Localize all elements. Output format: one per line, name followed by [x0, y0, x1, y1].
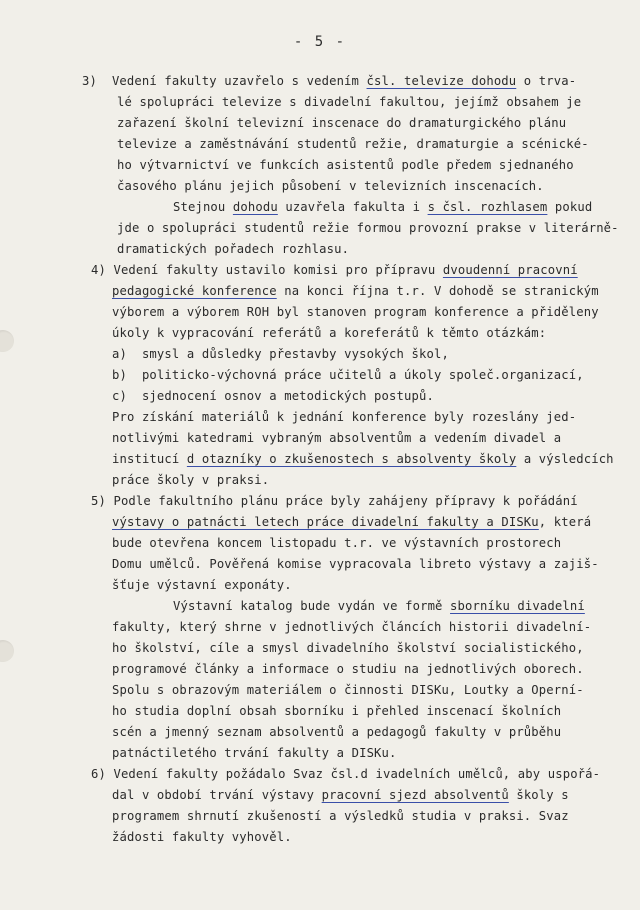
text-line: Domu umělců. Pověřená komise vypracovala libreto výstavy a zajiš- [112, 557, 599, 571]
text-line: pedagogické konference na konci října t.r. V dohodě se stranickým [112, 284, 599, 298]
text-line: výstavy o patnácti letech práce divadelní fakulty a DISKu, která [112, 515, 592, 529]
text-line: úkoly k vypracování referátů a koreferátů k těmto otázkám: [112, 326, 547, 340]
text-line: dramatických pořadech rozhlasu. [117, 242, 350, 256]
text-line: jde o spolupráci studentů režie formou provozní prakse v literárně- [117, 221, 619, 235]
text-line: Pro získání materiálů k jednání konference byly rozeslány jed- [112, 410, 577, 424]
text-line: scén a jmenný seznam absolventů a pedagogů fakulty v průběhu [112, 725, 562, 739]
text-line: bude otevřena koncem listopadu t.r. ve výstavních prostorech [112, 536, 562, 550]
text-line: dal v období trvání výstavy pracovní sjezd absolventů školy s [112, 788, 569, 802]
text-line: 5) Podle fakultního plánu práce byly zahájeny přípravy k pořádání [91, 494, 578, 508]
text-line: lé spolupráci televize s divadelní fakultou, jejímž obsahem je [117, 95, 582, 109]
text-line: institucí d otazníky o zkušenostech s absolventy školy a výsledcích [112, 452, 614, 466]
text-line: ho výtvarnictví ve funkcích asistentů podle předem sjednaného [117, 158, 574, 172]
text-line: 4) Vedení fakulty ustavilo komisi pro přípravu dvoudenní pracovní [91, 263, 578, 277]
text-line: ho studia doplní obsah sborníku i přehled inscenací školních [112, 704, 562, 718]
text-line: 6) Vedení fakulty požádalo Svaz čsl.d ivadelních umělců, aby uspořá- [91, 767, 601, 781]
text-line: programem shrnutí zkušeností a výsledků studia v praksi. Svaz [112, 809, 569, 823]
text-line: žádosti fakulty vyhověl. [112, 830, 292, 844]
text-line: 3) Vedení fakulty uzavřelo s vedením čsl. televize dohodu o trva- [82, 74, 577, 88]
text-line: fakulty, který shrne v jednotlivých článcích historii divadelní- [112, 620, 592, 634]
text-line: televize a zaměstnávání studentů režie, dramaturgie a scénické- [117, 137, 589, 151]
punch-hole [0, 330, 14, 352]
text-line: patnáctiletého trvání fakulty a DISKu. [112, 746, 397, 760]
page-number: - 5 - [293, 34, 347, 50]
text-line: zařazení školní televizní inscenace do dramaturgického plánu [117, 116, 567, 130]
text-line: notlivými katedrami vybraným absolventům a vedením divadel a [112, 431, 562, 445]
text-line: Stejnou dohodu uzavřela fakulta i s čsl. rozhlasem pokud [173, 200, 593, 214]
text-line: b) politicko-výchovná práce učitelů a úkoly společ.organizací, [112, 368, 584, 382]
text-line: časového plánu jejich působení v televizních inscenacích. [117, 179, 544, 193]
text-line: práce školy v praksi. [112, 473, 270, 487]
text-line: a) smysl a důsledky přestavby vysokých škol, [112, 347, 449, 361]
text-line: c) sjednocení osnov a metodických postupů. [112, 389, 434, 403]
punch-hole [0, 640, 14, 662]
text-line: programové články a informace o studiu na jednotlivých oborech. [112, 662, 584, 676]
text-line: výborem a výborem ROH byl stanoven program konference a přiděleny [112, 305, 599, 319]
text-line: Spolu s obrazovým materiálem o činnosti DISKu, Loutky a Operní- [112, 683, 584, 697]
text-line: ho školství, cíle a smysl divadelního školství socialistického, [112, 641, 584, 655]
text-line: Výstavní katalog bude vydán ve formě sborníku divadelní [173, 599, 585, 613]
text-line: šťuje výstavní exponáty. [112, 578, 292, 592]
